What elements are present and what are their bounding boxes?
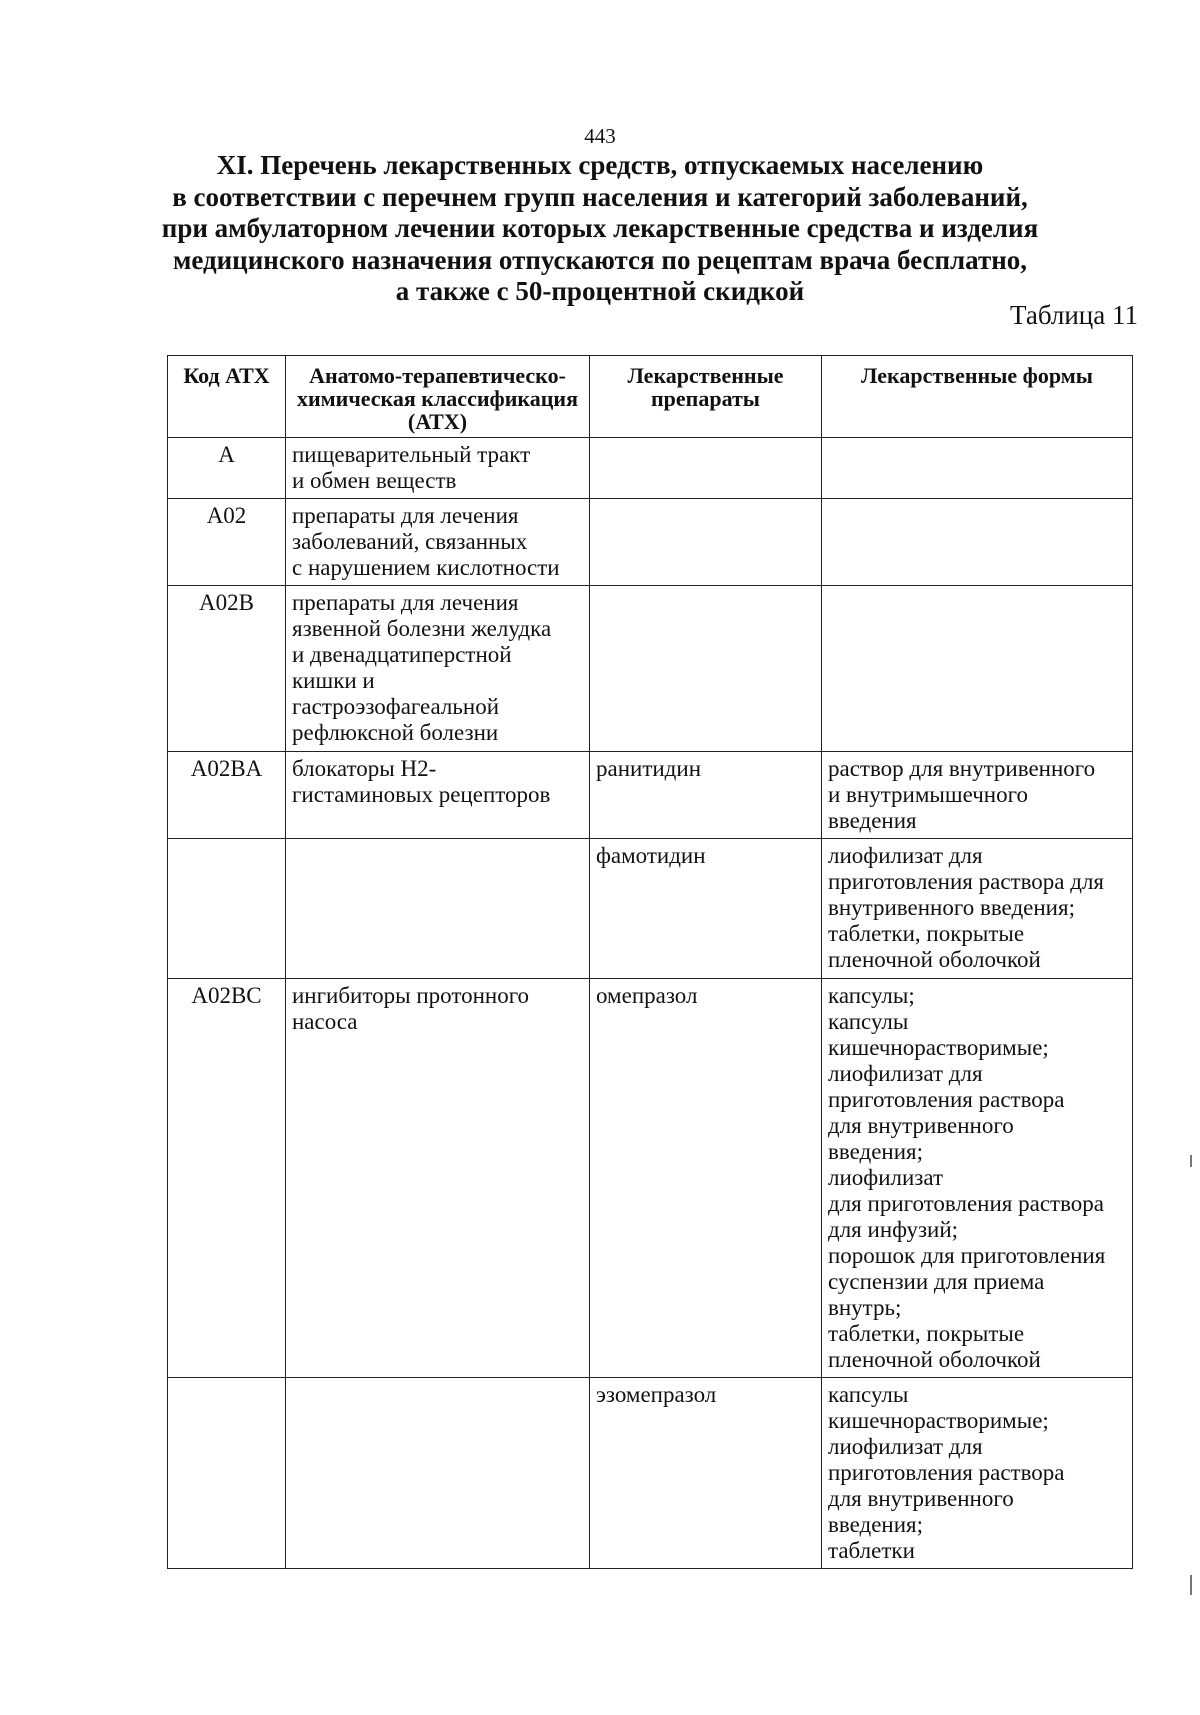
table-row [168, 1378, 1133, 1569]
cell-forms [822, 499, 1133, 586]
cell-text-line: введения; [828, 1139, 923, 1164]
cell-text-line: кишечнорастворимые; [828, 1035, 1049, 1060]
title-line: медицинского назначения отпускаются по рецептам врача бесплатно, [172, 244, 1028, 275]
cell-drug: эзомепразол [590, 1378, 822, 1569]
cell-text-line: насоса [292, 1009, 358, 1034]
cell-drug [590, 499, 822, 586]
cell-text-line: суспензии для приема [828, 1269, 1045, 1294]
cell-text-line: лиофилизат для [828, 1061, 983, 1086]
header-text-line: препараты [650, 386, 760, 411]
cell-text-line: и обмен веществ [292, 468, 457, 493]
cell-text-line: для внутривенного [828, 1113, 1014, 1138]
cell-code: A02BA [168, 752, 286, 839]
cell-text-line: блокаторы H2- [292, 756, 437, 781]
cell-text-line: для внутривенного [828, 1486, 1014, 1511]
cell-text-line: препараты для лечения [292, 503, 519, 528]
cell-forms [822, 1378, 1133, 1569]
page-number: 443 [584, 124, 616, 148]
table-label: Таблица 11 [1010, 300, 1138, 330]
table-row [168, 499, 1133, 586]
cell-text-line: пленочной оболочкой [828, 947, 1041, 972]
header-forms: Лекарственные формы [822, 356, 1133, 438]
cell-text-line: гастроэзофагеальной [292, 694, 500, 719]
cell-text-line: приготовления раствора [828, 1087, 1065, 1112]
cell-classification [286, 979, 590, 1378]
cell-text-line: кишки и [292, 668, 375, 693]
table-row [168, 839, 1133, 979]
cell-text-line: введения; [828, 1512, 923, 1537]
cell-forms [822, 752, 1133, 839]
header-text-line: классификация (АТХ) [407, 386, 578, 434]
cell-text-line: заболеваний, связанных [292, 529, 528, 554]
header-drugs [590, 356, 822, 438]
table-row [168, 752, 1133, 839]
cell-forms [822, 438, 1133, 499]
cell-text-line: для инфузий; [828, 1217, 959, 1242]
cell-code: A02BC [168, 979, 286, 1378]
cell-code [168, 839, 286, 979]
cell-drug: омепразол [590, 979, 822, 1378]
cell-text-line: пищеварительный тракт [292, 442, 531, 467]
scan-edge-mark [1190, 1155, 1192, 1167]
cell-text-line: лиофилизат [828, 1165, 944, 1190]
header-text-line: Лекарственные [627, 363, 784, 388]
atx-drug-table [167, 355, 1133, 1569]
cell-forms [822, 586, 1133, 752]
cell-code: A [168, 438, 286, 499]
header-text-line: химическая [296, 386, 416, 411]
cell-text-line: ингибиторы протонного [292, 983, 530, 1008]
cell-classification [286, 586, 590, 752]
cell-classification [286, 438, 590, 499]
cell-text-line: пленочной оболочкой [828, 1347, 1041, 1372]
title-line: в соответствии с перечнем групп населения и категорий заболеваний, [172, 181, 1028, 212]
cell-text-line: для приготовления раствора [828, 1191, 1104, 1216]
cell-text-line: лиофилизат для [828, 843, 983, 868]
cell-text-line: и внутримышечного [828, 782, 1028, 807]
cell-text-line: гистаминовых рецепторов [292, 782, 551, 807]
table-row [168, 586, 1133, 752]
cell-text-line: язвенной болезни желудка [292, 616, 552, 641]
cell-code: A02B [168, 586, 286, 752]
cell-classification [286, 499, 590, 586]
cell-text-line: таблетки [828, 1538, 915, 1563]
cell-classification [286, 1378, 590, 1569]
header-classification [286, 356, 590, 438]
cell-text-line: внутривенного введения; [828, 895, 1075, 920]
cell-text-line: таблетки, покрытые [828, 921, 1025, 946]
header-code: Код АТХ [168, 356, 286, 438]
cell-text-line: капсулы; [828, 983, 915, 1008]
cell-text-line: с нарушением кислотности [292, 555, 560, 580]
title-line: а также с 50-процентной скидкой [395, 276, 805, 306]
cell-drug [590, 438, 822, 499]
cell-classification [286, 839, 590, 979]
cell-text-line: капсулы [828, 1382, 909, 1407]
cell-text-line: рефлюксной болезни [292, 720, 499, 745]
cell-text-line: капсулы [828, 1009, 909, 1034]
cell-text-line: приготовления раствора для [828, 869, 1104, 894]
cell-text-line: кишечнорастворимые; [828, 1408, 1049, 1433]
cell-text-line: раствор для внутривенного [828, 756, 1096, 781]
cell-code [168, 1378, 286, 1569]
scan-edge-mark [1190, 1575, 1192, 1595]
cell-text-line: и двенадцатиперстной [292, 642, 512, 667]
cell-drug: фамотидин [590, 839, 822, 979]
cell-text-line: введения [828, 808, 917, 833]
title-line: при амбулаторном лечении которых лекарственные средства и изделия [161, 213, 1039, 243]
title-line: XI. Перечень лекарственных средств, отпускаемых населению [216, 150, 984, 180]
cell-text-line: порошок для приготовления [828, 1243, 1106, 1268]
cell-text-line: внутрь; [828, 1295, 902, 1320]
cell-text-line: лиофилизат для [828, 1434, 983, 1459]
cell-drug [590, 586, 822, 752]
cell-classification [286, 752, 590, 839]
cell-code: A02 [168, 499, 286, 586]
table-row [168, 979, 1133, 1378]
table-header-row [168, 356, 1133, 438]
table-row [168, 438, 1133, 499]
cell-forms [822, 979, 1133, 1378]
cell-text-line: приготовления раствора [828, 1460, 1065, 1485]
header-text-line: Анатомо-терапевтическо- [309, 363, 566, 388]
document-title [150, 150, 1050, 308]
cell-forms [822, 839, 1133, 979]
cell-text-line: препараты для лечения [292, 590, 519, 615]
cell-text-line: таблетки, покрытые [828, 1321, 1025, 1346]
cell-drug: ранитидин [590, 752, 822, 839]
